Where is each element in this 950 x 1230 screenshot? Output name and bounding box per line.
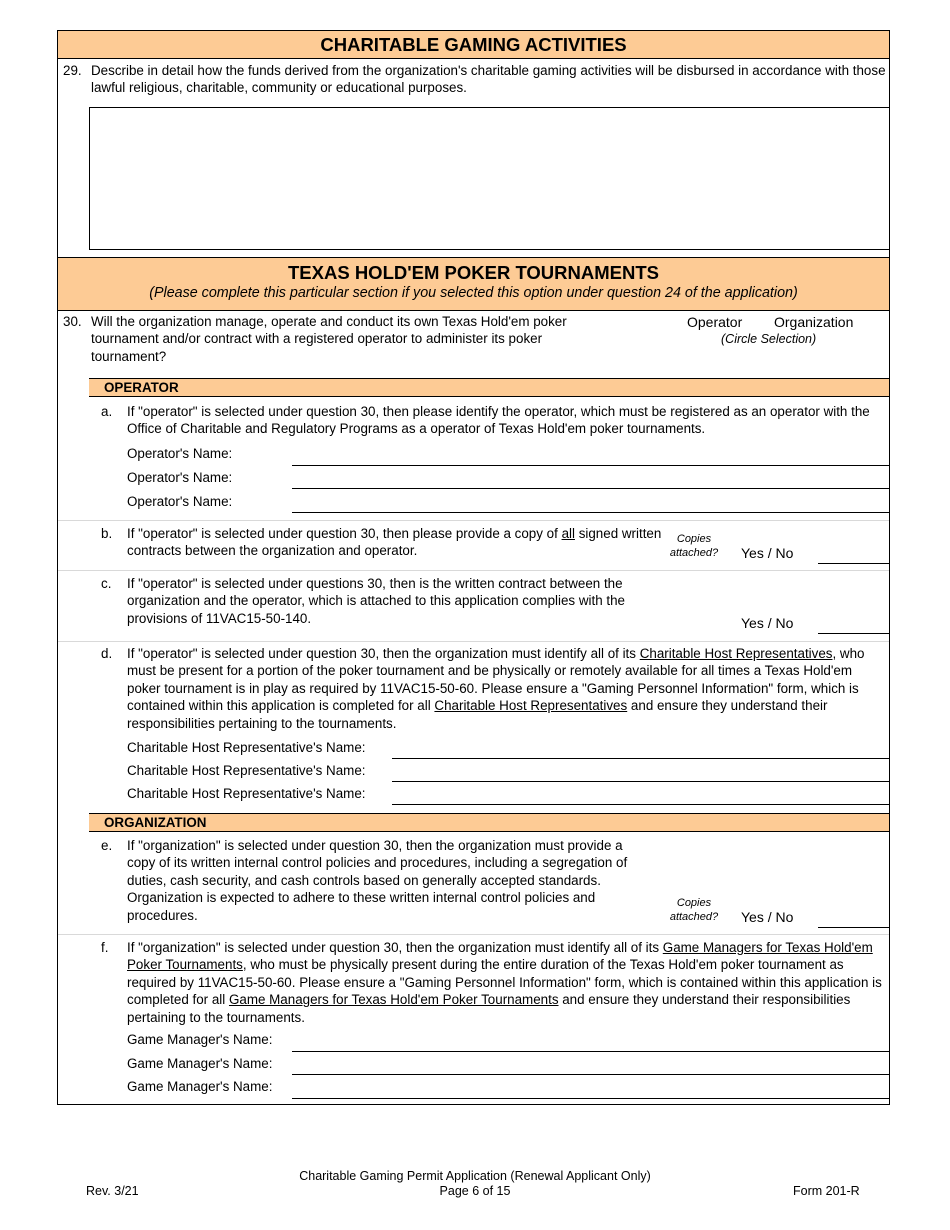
footer-application-title: Charitable Gaming Permit Application (Renewal Applicant Only)	[299, 1169, 651, 1183]
answer-field-e[interactable]	[818, 927, 890, 928]
copies-attached-note-b: Copies attached?	[669, 533, 719, 559]
item-c-text: If "operator" is selected under questions 30, then is the written contract between the organization and the operator, which is attached to this application complies with the provisions of 11VAC15-50-140.	[127, 576, 625, 626]
item-letter-c: c.	[101, 576, 112, 591]
copies-attached-note-e: Copies attached?	[669, 897, 719, 923]
question-30-text: Will the organization manage, operate and conduct its own Texas Hold'em poker tournament and/or contract with a registered operator to administer its poker tournament?	[91, 314, 567, 364]
game-manager-name-label-2: Game Manager's Name:	[127, 1056, 273, 1071]
divider	[58, 934, 889, 935]
form-page	[57, 30, 890, 1105]
footer-center	[200, 1169, 750, 1199]
answer-field-b[interactable]	[818, 563, 890, 564]
section-title-holdem: TEXAS HOLD'EM POKER TOURNAMENTS	[288, 262, 659, 283]
item-b-text: If "operator" is selected under question 30, then please provide a copy of all signed written contracts between the organization and operator.	[127, 526, 662, 559]
divider	[58, 520, 889, 521]
item-letter-d: d.	[101, 646, 113, 661]
divider	[58, 570, 889, 571]
organization-subheader: ORGANIZATION	[89, 813, 889, 832]
question-number-30: 30.	[63, 314, 82, 329]
host-rep-name-field-3[interactable]	[392, 804, 890, 805]
footer-revision: Rev. 3/21	[86, 1184, 139, 1198]
item-f-text: If "organization" is selected under question 30, then the organization must identify all of its Game Managers for Texas Hold'em Poker Tournaments, who must be physically present during the entire duration of the Texas Hold'em poker tournament as required by 11VAC15-50-60. Please ensure a "Gaming Personnel Information" form, which is contained within this application is completed for all Game Managers for Texas Hold'em Poker Tournaments and ensure they understand their responsibilities pertaining to the tournaments.	[127, 940, 882, 1025]
footer-page-number: Page 6 of 15	[439, 1184, 511, 1198]
item-letter-a: a.	[101, 404, 113, 419]
operator-name-label-3: Operator's Name:	[127, 494, 233, 509]
funds-disbursement-answer-box[interactable]	[89, 107, 890, 250]
divider	[58, 641, 889, 642]
game-manager-name-field-1[interactable]	[292, 1051, 890, 1052]
operator-name-label-1: Operator's Name:	[127, 446, 233, 461]
item-d-text: If "operator" is selected under question 30, then the organization must identify all of its Charitable Host Representatives, who must be present for a portion of the poker tournament and be physically or remotely available for all times a Texas Hold'em poker tournament is in play as required by 11VAC15-50-60. Please ensure a "Gaming Personnel Information" form, which is contained within this application is completed for all Charitable Host Representatives and ensure they understand their responsibilities pertaining to the tournaments.	[127, 646, 865, 731]
section-subtitle: (Please complete this particular section if you selected this option under question 24 of the application)	[149, 285, 798, 301]
answer-field-c[interactable]	[818, 633, 890, 634]
game-manager-name-field-3[interactable]	[292, 1098, 890, 1099]
yes-no-e[interactable]: Yes / No	[741, 909, 794, 925]
yes-no-b[interactable]: Yes / No	[741, 545, 794, 561]
operator-name-field-2[interactable]	[292, 488, 890, 489]
host-rep-name-label-1: Charitable Host Representative's Name:	[127, 740, 366, 755]
footer-form-number: Form 201-R	[793, 1184, 860, 1198]
host-rep-name-field-1[interactable]	[392, 758, 890, 759]
item-e-text: If "organization" is selected under question 30, then the organization must provide a copy of its written internal control policies and procedures, including a segregation of duties, cash security, and cash controls based on generally accepted standards. Organization is expected to adhere to these written internal control policies and procedures.	[127, 838, 628, 923]
host-rep-name-label-3: Charitable Host Representative's Name:	[127, 786, 366, 801]
item-a-text: If "operator" is selected under question 30, then please identify the operator, which must be registered as an operator with the Office of Charitable and Regulatory Programs as a operator of Texas Hold'em poker tournaments.	[127, 404, 870, 437]
game-manager-name-label-1: Game Manager's Name:	[127, 1032, 273, 1047]
operator-name-label-2: Operator's Name:	[127, 470, 233, 485]
host-rep-name-field-2[interactable]	[392, 781, 890, 782]
item-letter-f: f.	[101, 940, 109, 955]
circle-selection-note: (Circle Selection)	[721, 332, 817, 346]
question-29-text: Describe in detail how the funds derived from the organization's charitable gaming activities will be disbursed in accordance with those lawful religious, charitable, community or educational purposes.	[91, 63, 886, 96]
item-letter-e: e.	[101, 838, 113, 853]
option-organization[interactable]: Organization	[774, 314, 854, 330]
section-title: CHARITABLE GAMING ACTIVITIES	[320, 34, 627, 55]
section-header-texas-holdem	[58, 257, 889, 311]
question-number-29: 29.	[63, 63, 82, 78]
item-letter-b: b.	[101, 526, 113, 541]
section-header-charitable-gaming	[58, 31, 889, 59]
host-rep-name-label-2: Charitable Host Representative's Name:	[127, 763, 366, 778]
operator-name-field-1[interactable]	[292, 465, 890, 466]
option-operator[interactable]: Operator	[687, 314, 743, 330]
operator-subheader: OPERATOR	[89, 378, 889, 397]
game-manager-name-field-2[interactable]	[292, 1074, 890, 1075]
game-manager-name-label-3: Game Manager's Name:	[127, 1079, 273, 1094]
yes-no-c[interactable]: Yes / No	[741, 615, 794, 631]
operator-name-field-3[interactable]	[292, 512, 890, 513]
